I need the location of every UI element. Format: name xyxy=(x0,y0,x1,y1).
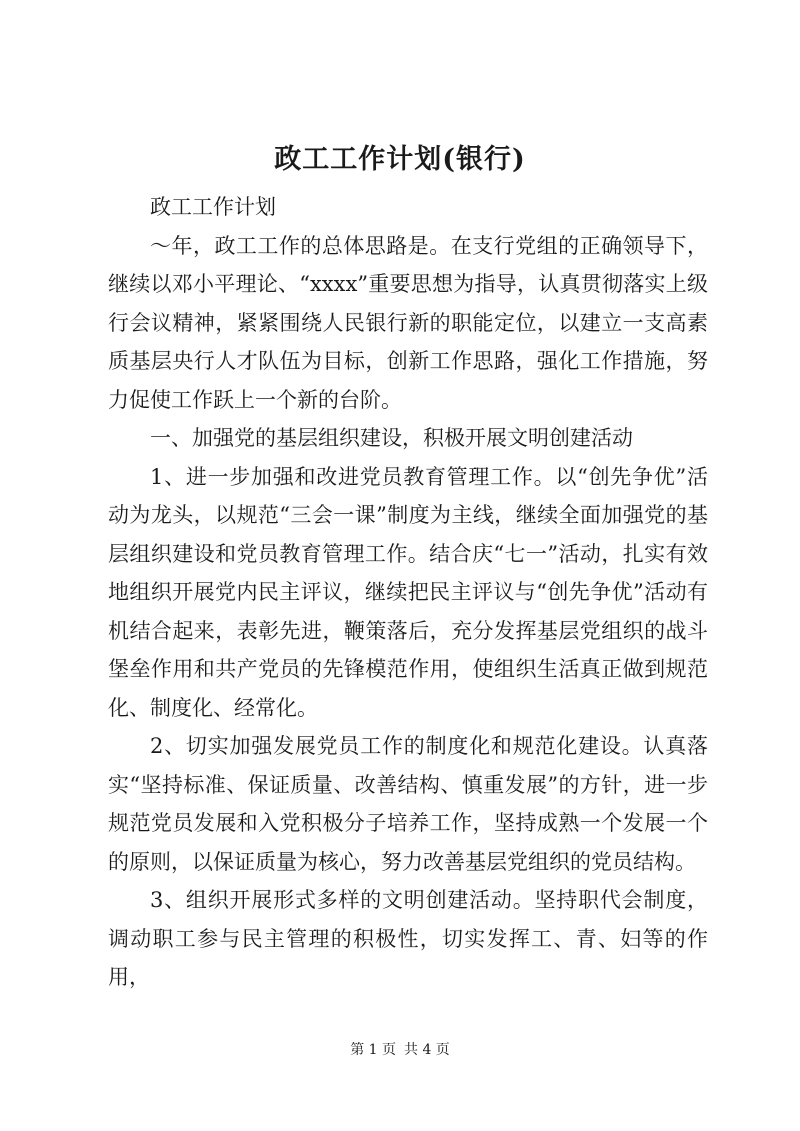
section-heading-1: 一、加强党的基层组织建设，积极开展文明创建活动 xyxy=(150,426,633,450)
paragraph-item-1: 1、进一步加强和改进党员教育管理工作。以“创先争优”活动为龙头，以规范“三会一课”制度为主线，继续全面加强党的基层组织建设和党员教育管理工作。结合庆“七一”活动，扎实有效地组织开展党内民主评议，继续把民主评议与“创先争优”活动有机结合起来，表彰先进，鞭策落后，充分发挥基层党组织的战斗堡垒作用和共产党员的先锋模范作用，使组织生活真正做到规范化、制度化、经常化。 xyxy=(108,464,708,720)
document-body xyxy=(108,188,708,997)
page-number: 第 1 页 xyxy=(350,1042,396,1058)
paragraph-item-2: 2、切实加强发展党员工作的制度化和规范化建设。认真落实“坚持标准、保证质量、改善结构、慎重发展”的方针，进一步规范党员发展和入党积极分子培养工作，坚持成熟一个发展一个的原则，以保证质量为核心，努力改善基层党组织的党员结构。 xyxy=(108,734,708,874)
document-title: 政工工作计划(银行) xyxy=(274,144,526,175)
paragraph-overview: ～年，政工工作的总体思路是。在支行党组的正确领导下，继续以邓小平理论、“xxxx”重要思想为指导，认真贯彻落实上级行会议精神，紧紧围绕人民银行新的职能定位，以建立一支高素质基层央行人才队伍为目标，创新工作思路，强化工作措施，努力促使工作跃上一个新的台阶。 xyxy=(108,233,708,412)
page-footer xyxy=(0,1040,800,1060)
paragraph-subtitle: 政工工作计划 xyxy=(150,195,276,219)
page-total: 共 4 页 xyxy=(404,1042,450,1058)
paragraph-item-3: 3、组织开展形式多样的文明创建活动。坚持职代会制度，调动职工参与民主管理的积极性，切实发挥工、青、妇等的作用， xyxy=(108,888,708,989)
